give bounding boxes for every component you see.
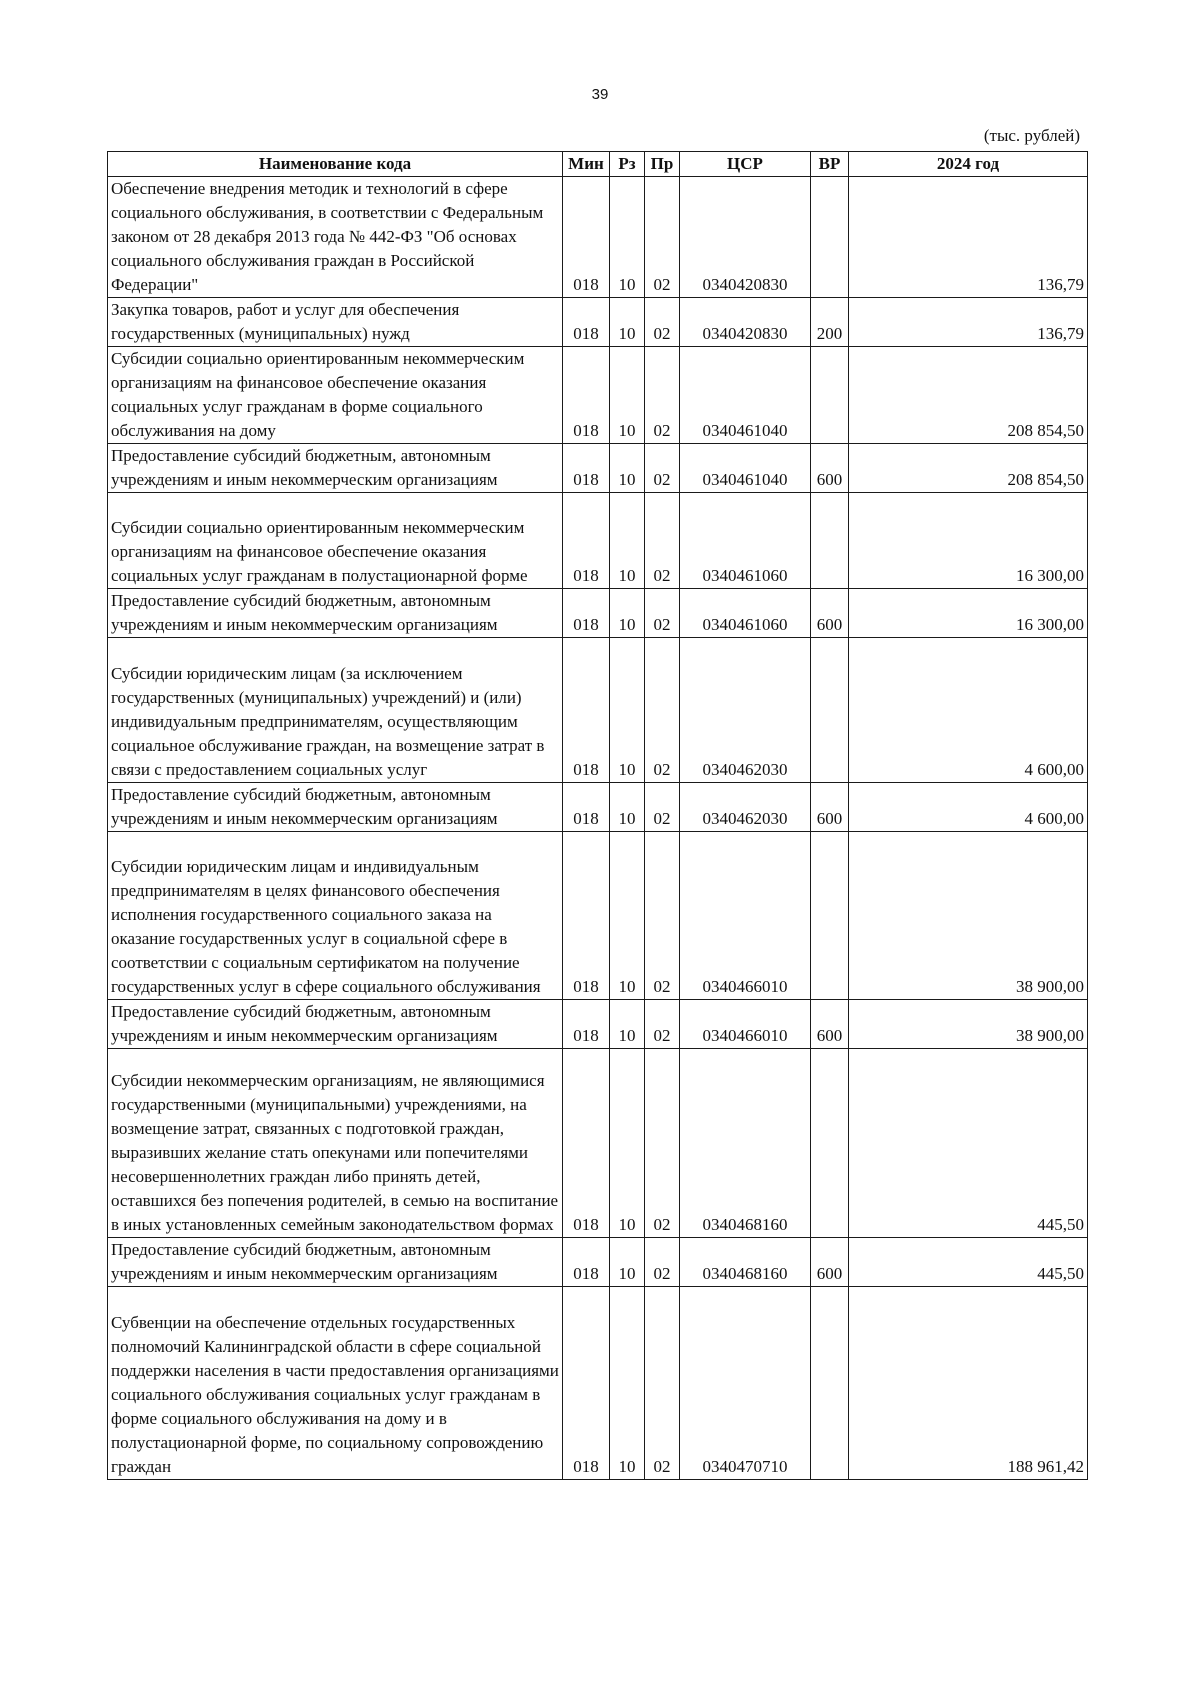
cell-pr: 02 (645, 444, 680, 493)
cell-name: Предоставление субсидий бюджетным, автономным учреждениям и иным некоммерческим организациям (108, 783, 563, 832)
cell-min: 018 (563, 493, 610, 589)
cell-rz: 10 (610, 1049, 645, 1238)
cell-csr: 0340420830 (680, 177, 811, 298)
table-row (108, 493, 1088, 589)
cell-rz: 10 (610, 298, 645, 347)
cell-vr (811, 177, 849, 298)
cell-vr (811, 832, 849, 1000)
cell-min: 018 (563, 1049, 610, 1238)
cell-min: 018 (563, 638, 610, 783)
cell-pr: 02 (645, 1049, 680, 1238)
header-year: 2024 год (849, 152, 1088, 177)
cell-vr (811, 493, 849, 589)
cell-name: Субсидии юридическим лицам и индивидуальным предпринимателям в целях финансового обеспечения исполнения государственного социального заказа на оказание государственных услуг в социальной сфере в соответствии с социальным сертификатом на получение государственных услуг в сфере социального обслуживания (108, 832, 563, 1000)
table-row (108, 298, 1088, 347)
header-name: Наименование кода (108, 152, 563, 177)
cell-vr: 600 (811, 589, 849, 638)
table-row (108, 177, 1088, 298)
cell-amount: 445,50 (849, 1238, 1088, 1287)
cell-csr: 0340462030 (680, 783, 811, 832)
cell-vr: 200 (811, 298, 849, 347)
cell-rz: 10 (610, 1287, 645, 1480)
cell-vr (811, 1287, 849, 1480)
cell-min: 018 (563, 177, 610, 298)
cell-pr: 02 (645, 493, 680, 589)
table-row (108, 783, 1088, 832)
cell-min: 018 (563, 832, 610, 1000)
cell-pr: 02 (645, 347, 680, 444)
cell-vr (811, 638, 849, 783)
units-label: (тыс. рублей) (983, 126, 1080, 145)
cell-min: 018 (563, 444, 610, 493)
cell-name: Субвенции на обеспечение отдельных государственных полномочий Калининградской области в сфере социальной поддержки населения в части предоставления организациями социального обслуживания социальных услуг гражданам в форме социального обслуживания на дому и в полустационарной форме, по социальному сопровождению граждан (108, 1287, 563, 1480)
cell-amount: 136,79 (849, 177, 1088, 298)
cell-csr: 0340470710 (680, 1287, 811, 1480)
cell-pr: 02 (645, 832, 680, 1000)
cell-vr: 600 (811, 783, 849, 832)
cell-csr: 0340462030 (680, 638, 811, 783)
cell-amount: 208 854,50 (849, 347, 1088, 444)
cell-amount: 208 854,50 (849, 444, 1088, 493)
cell-name: Предоставление субсидий бюджетным, автономным учреждениям и иным некоммерческим организациям (108, 1000, 563, 1049)
cell-min: 018 (563, 1000, 610, 1049)
cell-min: 018 (563, 783, 610, 832)
cell-csr: 0340420830 (680, 298, 811, 347)
cell-amount: 38 900,00 (849, 832, 1088, 1000)
cell-csr: 0340468160 (680, 1238, 811, 1287)
cell-vr: 600 (811, 1000, 849, 1049)
cell-name: Субсидии социально ориентированным некоммерческим организациям на финансовое обеспечение оказания социальных услуг гражданам в форме социального обслуживания на дому (108, 347, 563, 444)
cell-rz: 10 (610, 638, 645, 783)
cell-min: 018 (563, 589, 610, 638)
cell-rz: 10 (610, 444, 645, 493)
cell-pr: 02 (645, 298, 680, 347)
cell-name: Предоставление субсидий бюджетным, автономным учреждениям и иным некоммерческим организациям (108, 444, 563, 493)
cell-csr: 0340461040 (680, 347, 811, 444)
cell-name: Обеспечение внедрения методик и технологий в сфере социального обслуживания, в соответствии с Федеральным законом от 28 декабря 2013 года № 442-ФЗ "Об основах социального обслуживания граждан в Российской Федерации" (108, 177, 563, 298)
cell-csr: 0340461040 (680, 444, 811, 493)
cell-rz: 10 (610, 589, 645, 638)
cell-amount: 4 600,00 (849, 783, 1088, 832)
cell-rz: 10 (610, 493, 645, 589)
cell-pr: 02 (645, 1000, 680, 1049)
cell-min: 018 (563, 298, 610, 347)
table-row (108, 444, 1088, 493)
cell-csr: 0340468160 (680, 1049, 811, 1238)
cell-amount: 4 600,00 (849, 638, 1088, 783)
header-min: Мин (563, 152, 610, 177)
cell-pr: 02 (645, 177, 680, 298)
header-rz: Рз (610, 152, 645, 177)
table-row (108, 589, 1088, 638)
cell-amount: 136,79 (849, 298, 1088, 347)
cell-rz: 10 (610, 177, 645, 298)
cell-csr: 0340461060 (680, 493, 811, 589)
cell-rz: 10 (610, 832, 645, 1000)
table-row (108, 1287, 1088, 1480)
cell-vr (811, 1049, 849, 1238)
table-row (108, 1000, 1088, 1049)
cell-name: Субсидии юридическим лицам (за исключением государственных (муниципальных) учреждений) и (или) индивидуальным предпринимателям, осуществляющим социальное обслуживание граждан, на возмещение затрат в связи с предоставлением социальных услуг (108, 638, 563, 783)
cell-pr: 02 (645, 1238, 680, 1287)
cell-amount: 16 300,00 (849, 493, 1088, 589)
cell-name: Предоставление субсидий бюджетным, автономным учреждениям и иным некоммерческим организациям (108, 1238, 563, 1287)
cell-pr: 02 (645, 1287, 680, 1480)
table-header-row (108, 152, 1088, 177)
cell-amount: 38 900,00 (849, 1000, 1088, 1049)
cell-pr: 02 (645, 783, 680, 832)
cell-min: 018 (563, 347, 610, 444)
table-row (108, 832, 1088, 1000)
table-row (108, 347, 1088, 444)
table-row (108, 638, 1088, 783)
cell-rz: 10 (610, 347, 645, 444)
cell-name: Закупка товаров, работ и услуг для обеспечения государственных (муниципальных) нужд (108, 298, 563, 347)
cell-name: Субсидии некоммерческим организациям, не являющимися государственными (муниципальными) учреждениями, на возмещение затрат, связанных с подготовкой граждан, выразивших желание стать опекунами или попечителями несовершеннолетних граждан либо принять детей, оставшихся без попечения родителей, в семью на воспитание в иных установленных семейным законодательством формах (108, 1049, 563, 1238)
cell-pr: 02 (645, 589, 680, 638)
cell-csr: 0340461060 (680, 589, 811, 638)
cell-rz: 10 (610, 783, 645, 832)
cell-vr: 600 (811, 444, 849, 493)
cell-csr: 0340466010 (680, 832, 811, 1000)
cell-min: 018 (563, 1238, 610, 1287)
header-pr: Пр (645, 152, 680, 177)
cell-pr: 02 (645, 638, 680, 783)
cell-vr (811, 347, 849, 444)
table-row (108, 1238, 1088, 1287)
page-number: 39 (591, 86, 609, 103)
budget-table (107, 151, 1088, 1480)
cell-amount: 445,50 (849, 1049, 1088, 1238)
cell-rz: 10 (610, 1000, 645, 1049)
table-row (108, 1049, 1088, 1238)
cell-name: Предоставление субсидий бюджетным, автономным учреждениям и иным некоммерческим организациям (108, 589, 563, 638)
cell-amount: 188 961,42 (849, 1287, 1088, 1480)
cell-vr: 600 (811, 1238, 849, 1287)
header-vr: ВР (811, 152, 849, 177)
cell-rz: 10 (610, 1238, 645, 1287)
cell-name: Субсидии социально ориентированным некоммерческим организациям на финансовое обеспечение оказания социальных услуг гражданам в полустационарной форме (108, 493, 563, 589)
cell-amount: 16 300,00 (849, 589, 1088, 638)
cell-csr: 0340466010 (680, 1000, 811, 1049)
header-csr: ЦСР (680, 152, 811, 177)
cell-min: 018 (563, 1287, 610, 1480)
